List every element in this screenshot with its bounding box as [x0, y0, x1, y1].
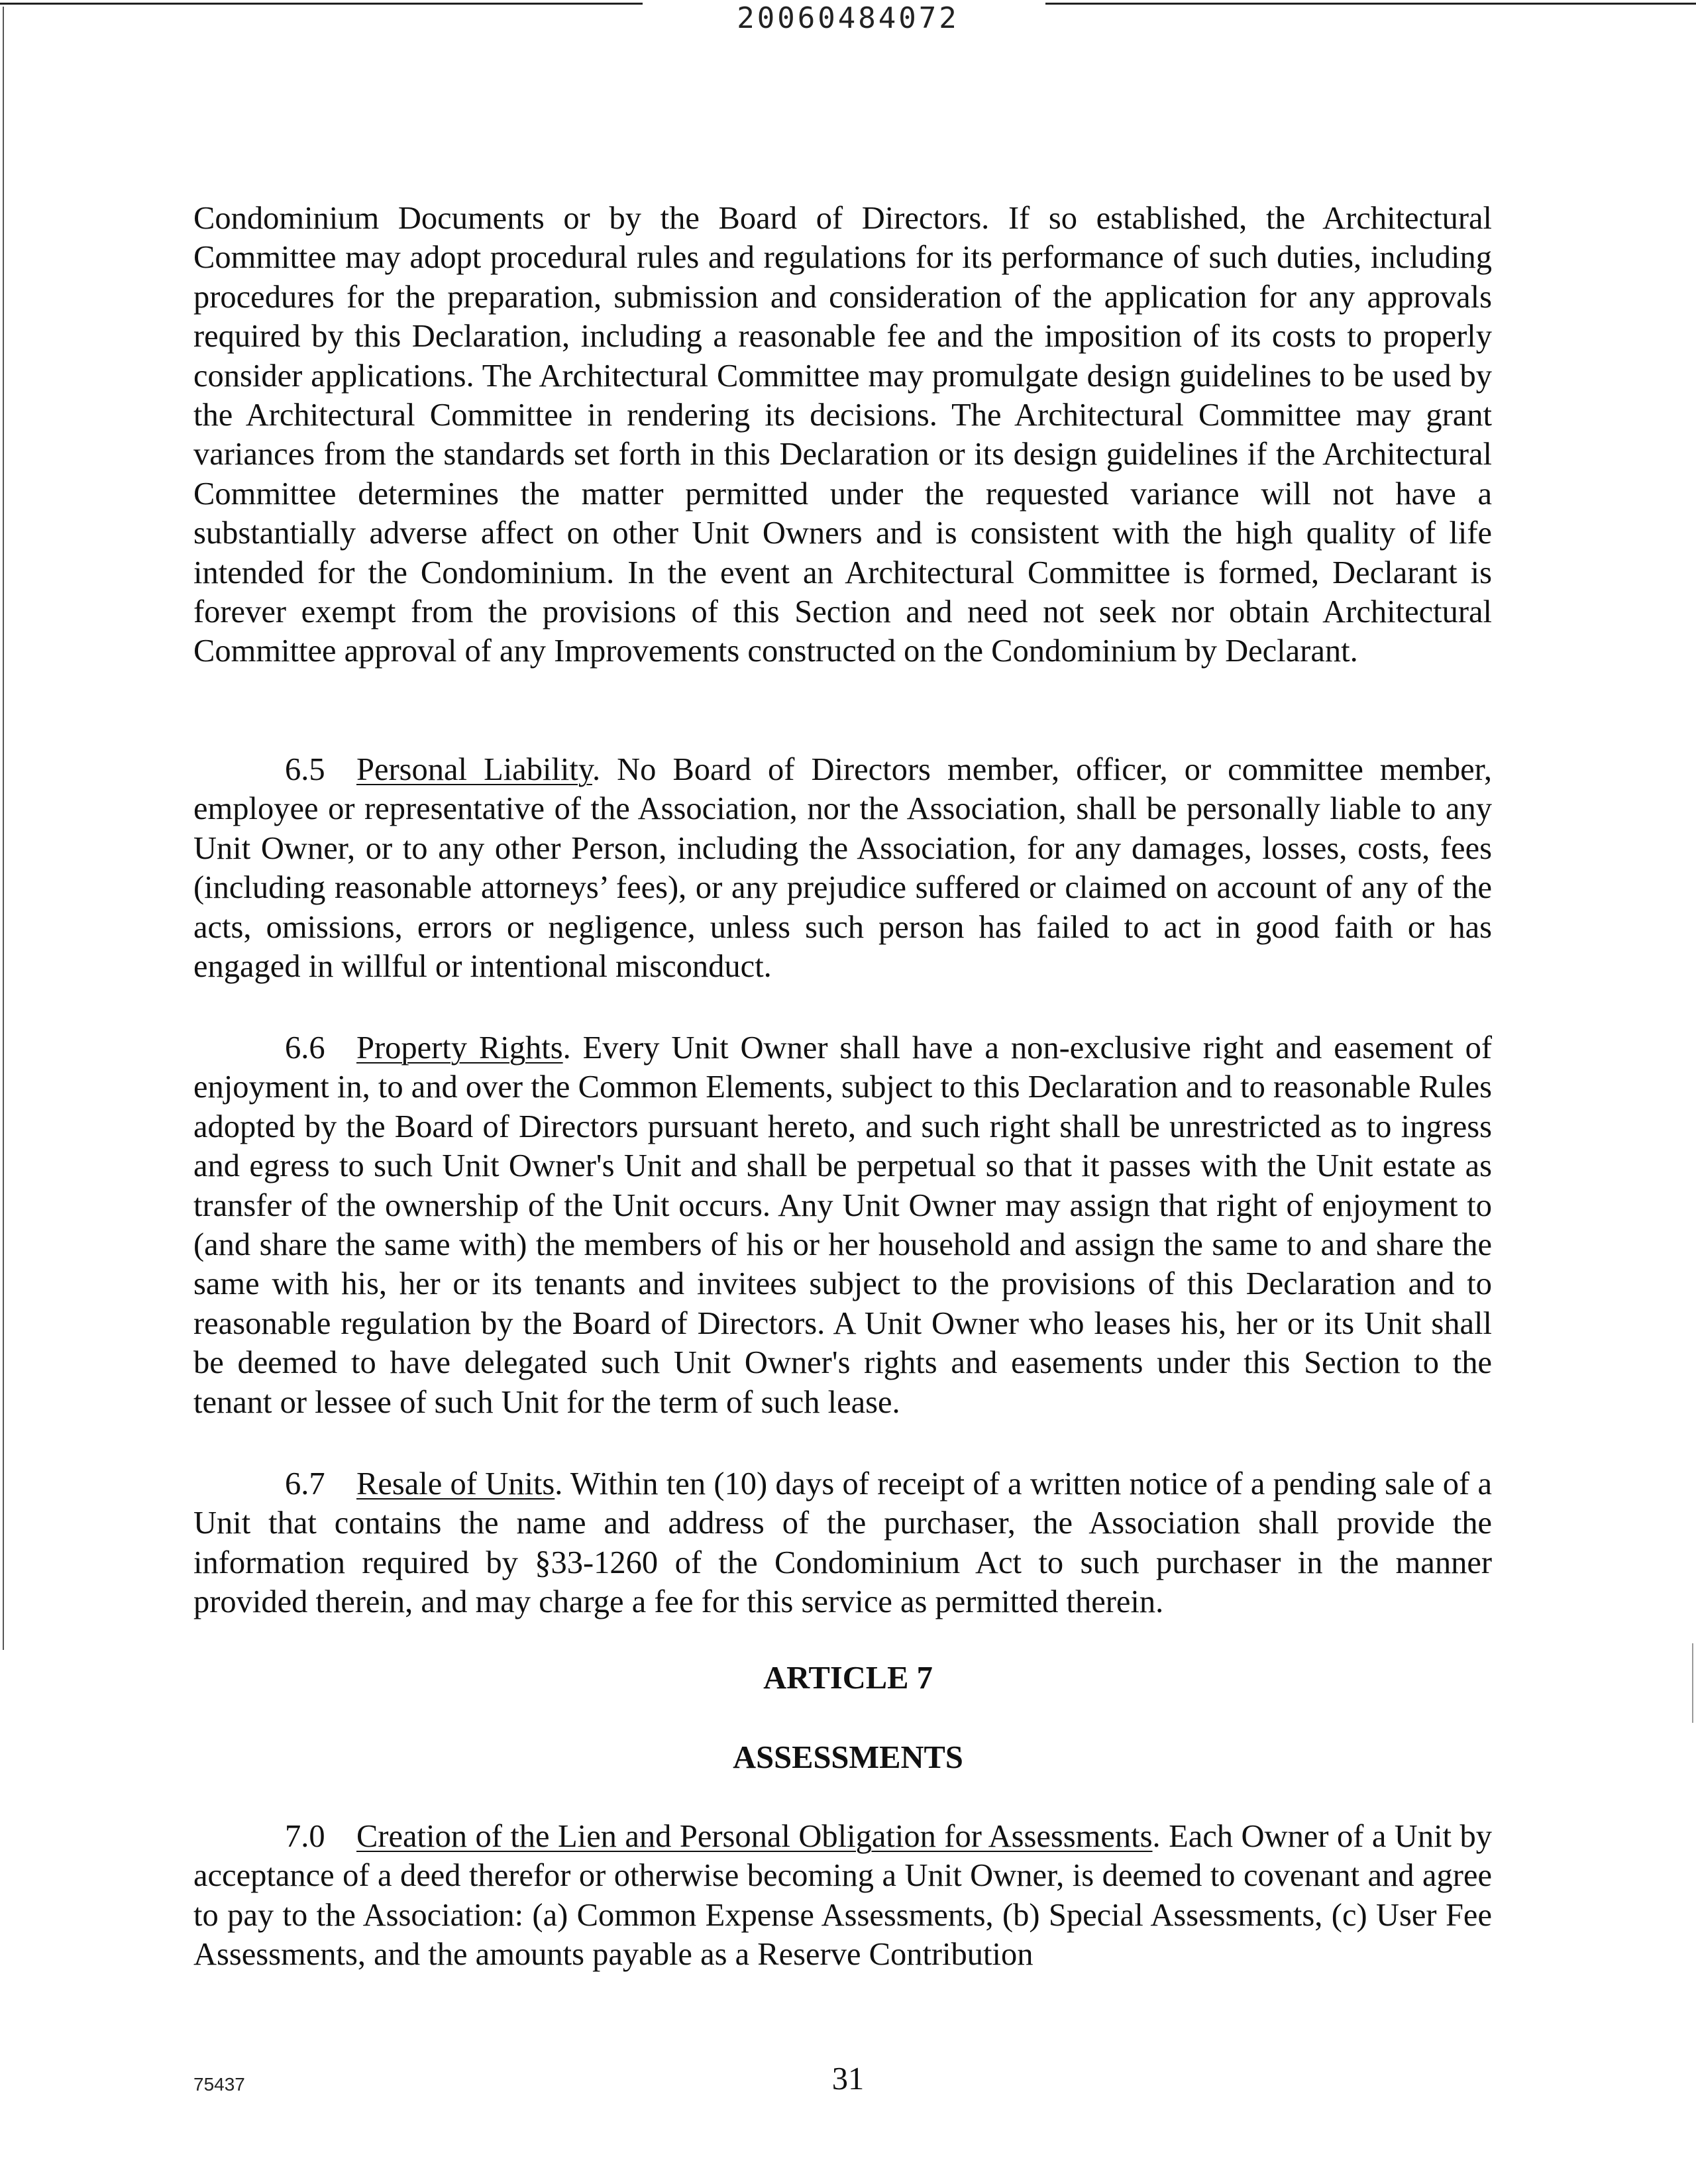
- section-6-5: [193, 750, 1492, 986]
- section-text: . Every Unit Owner shall have a non-exclusive right and easement of enjoyment in, to and over the Common Elements, subject to this Declaration and to reasonable Rules adopted by the Board of Directors pursuant hereto, and such right shall be unrestricted as to ingress and egress to such Unit Owner's Unit and shall be perpetual so that it passes with the Unit estate as transfer of the ownership of the Unit occurs. Any Unit Owner may assign that right of enjoyment to (and share the same with) the members of his or her household and assign the same to and share the same with his, her or its tenants and invitees subject to the provisions of this Declaration and to reasonable regulation by the Board of Directors. A Unit Owner who leases his, her or its Unit shall be deemed to have delegated such Unit Owner's rights and easements under this Section to the tenant or lessee of such Unit for the term of such lease.: [193, 1030, 1493, 1420]
- section-text: . Each Owner of a Unit by acceptance of a deed therefor or otherwise becoming a Unit Owner, is deemed to covenant and agree to pay to the Association: (a) Common Expense Assessments, (b) Special Assessments, (c) User Fee Assessments, and the amounts payable as a Reserve Contribution: [193, 1819, 1493, 1973]
- section-6-7: [193, 1464, 1492, 1622]
- article-title-heading: ASSESSMENTS: [733, 1740, 963, 1775]
- paragraph-text: Condominium Documents or by the Board of Directors. If so established, the Architectural Committee may adopt procedural rules and regulations for its performance of such duties, including procedures for the preparation, submission and consideration of the application for any approvals required by this Declaration, including a reasonable fee and the imposition of its costs to properly consider applications. The Architectural Committee may promulgate design guidelines to be used by the Architectural Committee in rendering its decisions. The Architectural Committee may grant variances from the standards set forth in this Declaration or its design guidelines if the Architectural Committee determines the matter permitted under the requested variance will not have a substantially adverse affect on other Unit Owners and is consistent with the high quality of life intended for the Condominium. In the event an Architectural Committee is formed, Declarant is forever exempt from the provisions of this Section and need not seek nor obtain Architectural Committee approval of any Improvements constructed on the Condominium by Declarant.: [193, 201, 1492, 669]
- section-number: 7.0: [285, 1819, 325, 1854]
- section-title: Creation of the Lien and Personal Obligation for Assessments: [356, 1819, 1153, 1854]
- page-number: 31: [831, 2061, 865, 2097]
- section-text: . Within ten (10) days of receipt of a written notice of a pending sale of a Unit that contains the name and address of the purchaser, the Association shall provide the information required by §33-1260 of the Condominium Act to such purchaser in the manner provided therein, and may charge a fee for this service as permitted therein.: [193, 1466, 1492, 1620]
- section-text: . No Board of Directors member, officer, or committee member, employee or representative of the Association, nor the Association, shall be personally liable to any Unit Owner, or to any other Person, including the Association, for any damages, losses, costs, fees (including reasonable attorneys’ fees), or any prejudice suffered or claimed on account of any of the acts, omissions, errors or negligence, unless such person has failed to act in good faith or has engaged in willful or intentional misconduct.: [193, 752, 1492, 985]
- section-number: 6.6: [285, 1030, 325, 1065]
- section-6-6: [193, 1028, 1492, 1422]
- section-number: 6.7: [285, 1466, 325, 1502]
- footer-document-id: 75437: [193, 2074, 245, 2095]
- section-title: Personal Liability: [356, 752, 592, 787]
- recording-number: 20060484072: [737, 1, 959, 35]
- section-number: 6.5: [285, 752, 325, 787]
- scan-edge-left: [3, 7, 4, 1650]
- article-number-heading: ARTICLE 7: [763, 1661, 933, 1696]
- section-7-0: [193, 1817, 1492, 1975]
- section-title: Resale of Units: [356, 1466, 555, 1502]
- section-title: Property Rights: [356, 1030, 563, 1065]
- continuation-paragraph: [193, 199, 1492, 671]
